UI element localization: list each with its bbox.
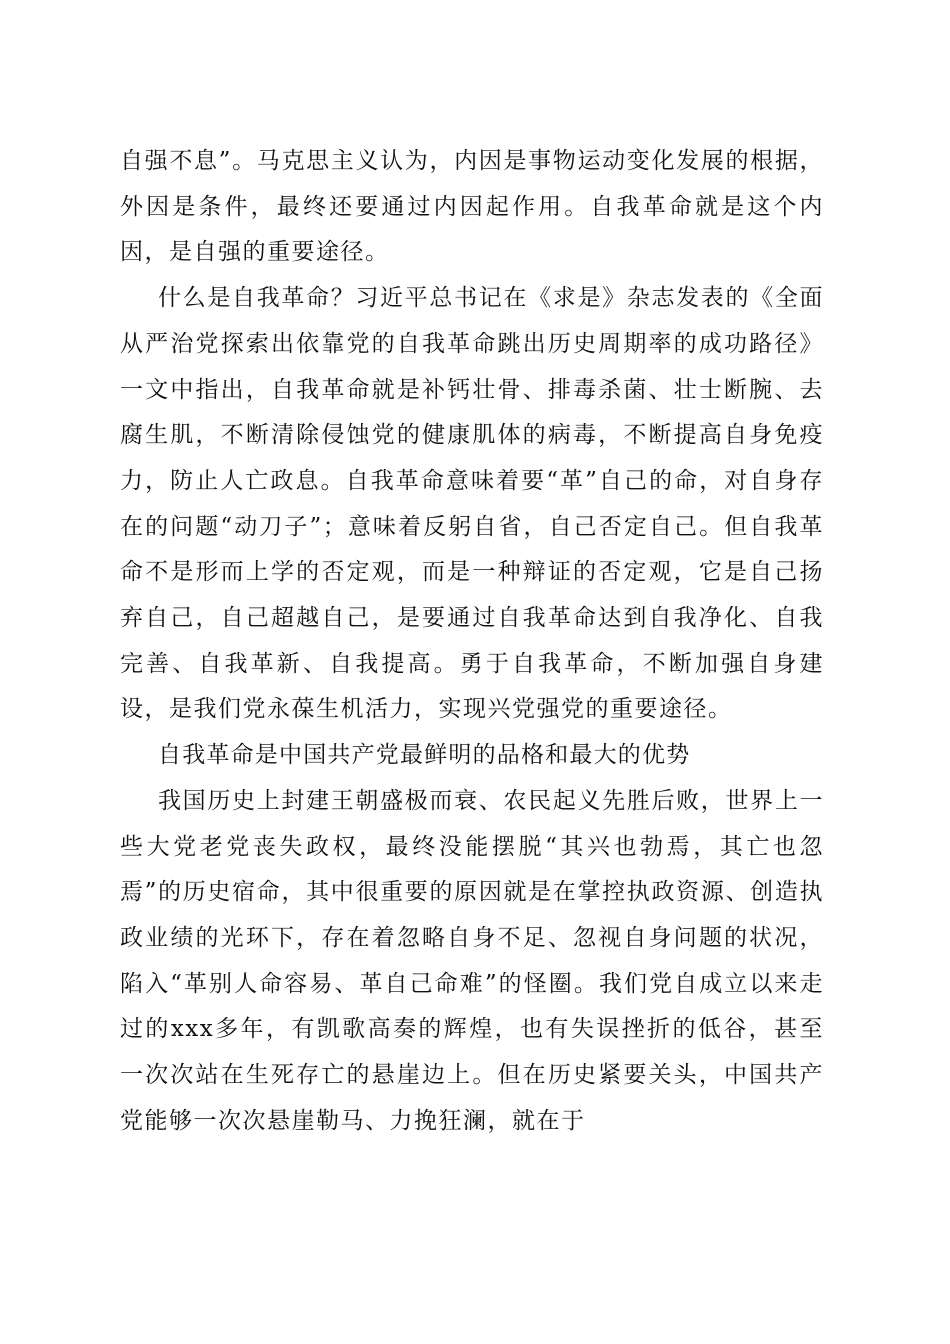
section-heading: 自我革命是中国共产党最鲜明的品格和最大的优势 <box>158 742 691 769</box>
paragraph-what-is-self-revolution: 什么是自我革命？习近平总书记在《求是》杂志发表的《全面从严治党探索出依靠党的自我革命跳出历史周期率的成功路径》一文中指出，自我革命就是补钙壮骨、排毒杀菌、壮士断腕、去腐生肌，不断清除侵蚀党的健康肌体的病毒，不断提高自身免疫力，防止人亡政息。自我革命意味着要“革”自己的命，对自身存在的问题“动刀子”；意味着反躬自省，自己否定自己。但自我革命不是形而上学的否定观，而是一种辩证的否定观，它是自己扬弃自己，自己超越自己，是要通过自我革命达到自我净化、自我完善、自我革新、自我提高。勇于自我革命，不断加强自身建设，是我们党永葆生机活力，实现兴党强党的重要途径。 <box>120 285 824 723</box>
document-body <box>120 139 824 1144</box>
paragraph-history: 我国历史上封建王朝盛极而衰、农民起义先胜后败，世界上一些大党老党丧失政权，最终没能摆脱“其兴也勃焉，其亡也忽焉”的历史宿命，其中很重要的原因就是在掌控执政资源、创造执政业绩的光环下，存在着忽略自身不足、忽视自身问题的状况，陷入“革别人命容易、革自己命难”的怪圈。我们党自成立以来走过的xxx多年，有凯歌高奏的辉煌，也有失误挫折的低谷，甚至一次次站在生死存亡的悬崖边上。但在历史紧要关头，中国共产党能够一次次悬崖勒马、力挽狂澜，就在于 <box>120 787 824 1134</box>
paragraph-continued: 自强不息”。马克思主义认为，内因是事物运动变化发展的根据，外因是条件，最终还要通过内因起作用。自我革命就是这个内因，是自强的重要途径。 <box>120 148 824 266</box>
